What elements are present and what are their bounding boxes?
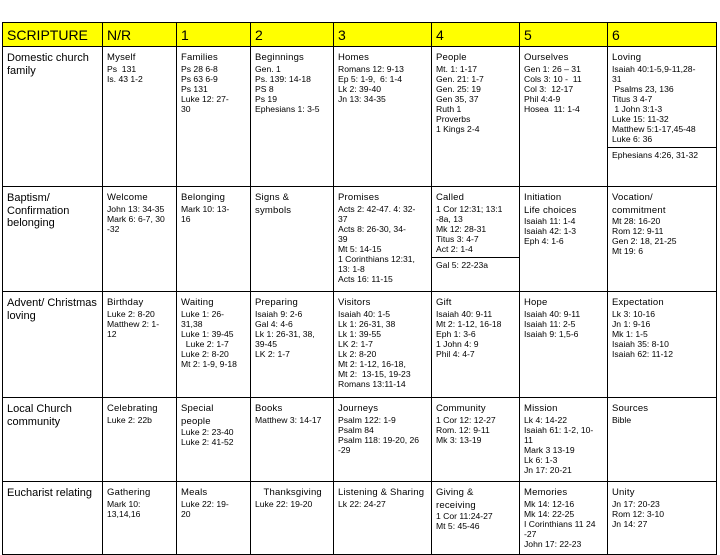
- cell-title: Hope: [524, 297, 548, 308]
- cell-references: [181, 499, 247, 519]
- reference-line: Mt 2: 1-12, 16-18: [436, 319, 502, 329]
- reference-line: Mark 10:: [107, 499, 141, 509]
- reference-line: Romans 13:11-14: [338, 379, 406, 389]
- cell-title: Gathering: [107, 487, 151, 498]
- reference-line: 20: [181, 509, 191, 519]
- cell-references: [255, 499, 330, 509]
- reference-line: Rom 12: 3-10: [612, 509, 665, 519]
- table-row: [3, 398, 717, 482]
- reference-line: Isaiah 61: 1-2, 10-: [524, 425, 594, 435]
- cell-title: Beginnings: [255, 52, 305, 63]
- reference-line: Luke 2: 22b: [107, 415, 152, 425]
- table-cell: [251, 398, 334, 482]
- reference-line: Isaiah 40: 1-5: [338, 309, 391, 319]
- cell-title: Memories: [524, 487, 568, 498]
- reference-line: Luke 6: 36: [612, 134, 653, 144]
- cell-title: Called: [436, 192, 465, 203]
- table-cell: [177, 482, 251, 555]
- reference-line: Ps 131: [181, 84, 208, 94]
- reference-line: Bible: [612, 415, 632, 425]
- reference-line: commitment: [612, 205, 666, 216]
- reference-line: Isaiah 40: 9-11: [524, 309, 581, 319]
- reference-line: -27: [524, 529, 537, 539]
- cell-title: Community: [436, 403, 486, 414]
- table-cell: [432, 47, 520, 187]
- table-cell: [103, 482, 177, 555]
- header-nr: N/R: [103, 23, 177, 47]
- reference-line: 13,14,16: [107, 509, 141, 519]
- cell-references: [255, 309, 330, 359]
- table-cell: [251, 187, 334, 292]
- reference-line: Gen. 21: 1-7: [436, 74, 484, 84]
- cell-title: Books: [255, 403, 283, 414]
- cell-references: [181, 416, 247, 447]
- cell-title: Giving &: [436, 487, 474, 498]
- reference-line: Lk 3: 10-16: [612, 309, 655, 319]
- reference-line: Gen 35, 37: [436, 94, 479, 104]
- scripture-table: [2, 22, 717, 555]
- reference-line: Mt 5: 45-46: [436, 521, 480, 531]
- table-cell: [103, 187, 177, 292]
- reference-line: Acts 2: 42-47. 4: 32-: [338, 204, 416, 214]
- reference-line: Isaiah 42: 1-3: [524, 226, 577, 236]
- reference-line: Psalm 118: 19-20, 26: [338, 435, 420, 445]
- table-cell: [177, 398, 251, 482]
- reference-line: Isaiah 11: 1-4: [524, 216, 576, 226]
- reference-line: Mt. 1: 1-17: [436, 64, 478, 74]
- reference-line: Psalm 122: 1-9: [338, 415, 396, 425]
- cell-title: Visitors: [338, 297, 371, 308]
- reference-line: 1 Cor 11:24-27: [436, 511, 493, 521]
- table-cell: [608, 482, 717, 555]
- table-row: [3, 187, 717, 292]
- cell-note: Gal 5: 22-23a: [432, 257, 519, 270]
- cell-references: [338, 309, 428, 389]
- reference-line: Isaiah 40:1-5,9-11,28-: [612, 64, 696, 74]
- cell-title: Ourselves: [524, 52, 569, 63]
- cell-references: [181, 309, 247, 369]
- row-theme: Advent/ Christmas loving: [3, 292, 103, 398]
- cell-title: Meals: [181, 487, 208, 498]
- reference-line: Mk 14: 22-25: [524, 509, 575, 519]
- cell-title: Expectation: [612, 297, 664, 308]
- table-cell: [520, 398, 608, 482]
- reference-line: Proverbs: [436, 114, 471, 124]
- table-cell: [608, 292, 717, 398]
- table-cell: [177, 47, 251, 187]
- cell-title: Welcome: [107, 192, 148, 203]
- reference-line: 37: [338, 214, 348, 224]
- reference-line: Lk 1: 26-31, 38: [338, 319, 396, 329]
- reference-line: Mk 1: 1-5: [612, 329, 648, 339]
- table-row: [3, 47, 717, 187]
- cell-references: [107, 309, 173, 339]
- reference-line: 39-45: [255, 339, 277, 349]
- reference-line: Ps. 139: 14-18: [255, 74, 311, 84]
- reference-line: Mark 3 13-19: [524, 445, 575, 455]
- reference-line: 31: [612, 74, 622, 84]
- cell-references: [338, 415, 428, 455]
- cell-references: [338, 64, 428, 104]
- reference-line: Jn 17: 20-21: [524, 465, 572, 475]
- reference-line: Mt 19: 6: [612, 246, 644, 256]
- reference-line: Mk 12: 28-31: [436, 224, 487, 234]
- reference-line: Luke 2: 1-7: [181, 339, 229, 349]
- cell-title: Belonging: [181, 192, 226, 203]
- reference-line: Isaiah 9: 2-6: [255, 309, 303, 319]
- cell-title: Listening & Sharing: [338, 487, 425, 498]
- table-cell: [334, 47, 432, 187]
- table-cell: [177, 292, 251, 398]
- cell-references: [436, 204, 516, 254]
- reference-line: LK 2: 1-7: [255, 349, 290, 359]
- reference-line: Eph 4: 1-6: [524, 236, 564, 246]
- reference-line: Life choices: [524, 205, 577, 216]
- reference-line: Mark 10: 13-: [181, 204, 230, 214]
- cell-references: [255, 205, 330, 216]
- cell-note: Ephesians 4:26, 31-32: [608, 147, 716, 160]
- table-cell: [177, 187, 251, 292]
- table-row: [3, 292, 717, 398]
- row-theme: Eucharist relating: [3, 482, 103, 555]
- reference-line: 13: 1-8: [338, 264, 365, 274]
- reference-line: Mt 5: 14-15: [338, 244, 382, 254]
- row-theme: Baptism/ Confirmation belonging: [3, 187, 103, 292]
- reference-line: 1 John 3:1-3: [612, 104, 663, 114]
- reference-line: 39: [338, 234, 348, 244]
- cell-references: [612, 499, 713, 529]
- reference-line: Luke 22: 19-20: [255, 499, 313, 509]
- reference-line: Ephesians 1: 3-5: [255, 104, 320, 114]
- reference-line: Isaiah 40: 9-11: [436, 309, 493, 319]
- reference-line: Ps 63 6-9: [181, 74, 218, 84]
- cell-title: Homes: [338, 52, 370, 63]
- reference-line: Jn 13: 34-35: [338, 94, 386, 104]
- cell-references: [338, 499, 428, 509]
- reference-line: 1 Cor 12:31; 13:1: [436, 204, 503, 214]
- reference-line: I Corinthians 11 24: [524, 519, 596, 529]
- cell-title: Journeys: [338, 403, 379, 414]
- table-cell: [103, 398, 177, 482]
- cell-title: Mission: [524, 403, 558, 414]
- reference-line: Lk 1: 39-55: [338, 329, 381, 339]
- cell-title: Families: [181, 52, 218, 63]
- cell-title: Signs &: [255, 192, 290, 203]
- reference-line: people: [181, 416, 211, 427]
- cell-title: Birthday: [107, 297, 144, 308]
- reference-line: Isaiah 9: 1,5-6: [524, 329, 579, 339]
- cell-references: [612, 64, 713, 144]
- cell-title: Waiting: [181, 297, 214, 308]
- cell-title: Special: [181, 403, 214, 414]
- cell-title: Promises: [338, 192, 380, 203]
- table-cell: [520, 292, 608, 398]
- table-cell: [608, 187, 717, 292]
- reference-line: Act 2: 1-4: [436, 244, 473, 254]
- reference-line: PS 8: [255, 84, 274, 94]
- table-cell: [432, 482, 520, 555]
- cell-references: [107, 204, 173, 234]
- reference-line: Rom. 12: 9-11: [436, 425, 490, 435]
- row-theme: Local Church community: [3, 398, 103, 482]
- reference-line: Titus 3: 4-7: [436, 234, 479, 244]
- reference-line: Luke 2: 23-40: [181, 427, 234, 437]
- reference-line: Cols 3: 10 - 11: [524, 74, 582, 84]
- reference-line: Phil 4: 4-7: [436, 349, 475, 359]
- reference-line: -32: [107, 224, 120, 234]
- reference-line: Matthew 2: 1-: [107, 319, 160, 329]
- reference-line: Romans 12: 9-13: [338, 64, 404, 74]
- reference-line: Isaiah 11: 2-5: [524, 319, 576, 329]
- reference-line: LK 2: 1-7: [338, 339, 373, 349]
- header-col-1: 1: [177, 23, 251, 47]
- cell-title: Myself: [107, 52, 136, 63]
- reference-line: Mt 2: 1-9, 9-18: [181, 359, 237, 369]
- cell-title: Gift: [436, 297, 452, 308]
- cell-references: [524, 64, 604, 114]
- reference-line: Psalm 84: [338, 425, 374, 435]
- cell-references: [524, 415, 604, 475]
- reference-line: Mt 2: 13-15, 19-23: [338, 369, 411, 379]
- cell-references: [107, 499, 173, 519]
- table-cell: [608, 398, 717, 482]
- row-theme: Domestic church family: [3, 47, 103, 187]
- reference-line: Mk 14: 12-16: [524, 499, 575, 509]
- table-cell: [334, 292, 432, 398]
- reference-line: Ps 131: [107, 64, 137, 74]
- reference-line: Luke 22: 19-: [181, 499, 229, 509]
- reference-line: -8a, 13: [436, 214, 463, 224]
- table-cell: [251, 292, 334, 398]
- table-cell: [432, 292, 520, 398]
- reference-line: Luke 2: 8-20: [107, 309, 155, 319]
- cell-title: People: [436, 52, 467, 63]
- reference-line: Acts 16: 11-15: [338, 274, 393, 284]
- table-cell: [520, 482, 608, 555]
- reference-line: Mk 3: 13-19: [436, 435, 482, 445]
- reference-line: Hosea 11: 1-4: [524, 104, 580, 114]
- cell-references: [612, 309, 713, 359]
- cell-references: [107, 415, 173, 425]
- reference-line: Luke 1: 39-45: [181, 329, 234, 339]
- cell-references: [436, 415, 516, 445]
- table-cell: [520, 187, 608, 292]
- reference-line: Lk 22: 24-27: [338, 499, 386, 509]
- reference-line: Is. 43 1-2: [107, 74, 143, 84]
- reference-line: Isaiah 62: 11-12: [612, 349, 673, 359]
- reference-line: Lk 6: 1-3: [524, 455, 558, 465]
- reference-line: 1 Cor 12: 12-27: [436, 415, 496, 425]
- header-col-6: 6: [608, 23, 717, 47]
- reference-line: Lk 2: 8-20: [338, 349, 377, 359]
- reference-line: Luke 2: 41-52: [181, 437, 234, 447]
- cell-title: Preparing: [255, 297, 298, 308]
- table-row: [3, 482, 717, 555]
- table-cell: [520, 47, 608, 187]
- reference-line: Luke 12: 27-: [181, 94, 229, 104]
- table-cell: [608, 47, 717, 187]
- reference-line: Ep 5: 1-9, 6: 1-4: [338, 74, 403, 84]
- cell-references: [436, 64, 516, 134]
- reference-line: Lk 1: 26-31, 38,: [255, 329, 315, 339]
- reference-line: Lk 2: 39-40: [338, 84, 381, 94]
- cell-title: Initiation: [524, 192, 562, 203]
- reference-line: Gen 2: 18, 21-25: [612, 236, 677, 246]
- cell-title: Vocation/: [612, 192, 653, 203]
- reference-line: Gal 4: 4-6: [255, 319, 293, 329]
- reference-line: Ps 28 6-8: [181, 64, 218, 74]
- reference-line: Jn 1: 9-16: [612, 319, 651, 329]
- table-cell: [432, 398, 520, 482]
- cell-references: [524, 309, 604, 339]
- table-cell: [334, 398, 432, 482]
- reference-line: Ps 19: [255, 94, 277, 104]
- cell-title: Unity: [612, 487, 635, 498]
- reference-line: Luke 15: 11-32: [612, 114, 669, 124]
- header-scripture: SCRIPTURE: [3, 23, 103, 47]
- reference-line: 16: [181, 214, 191, 224]
- reference-line: 30: [181, 104, 191, 114]
- header-col-5: 5: [520, 23, 608, 47]
- cell-references: [255, 415, 330, 425]
- cell-references: [524, 205, 604, 246]
- reference-line: 1 Corinthians 12:31,: [338, 254, 415, 264]
- reference-line: receiving: [436, 500, 476, 511]
- reference-line: Jn 14: 27: [612, 519, 648, 529]
- table-cell: [432, 187, 520, 292]
- header-col-4: 4: [432, 23, 520, 47]
- reference-line: Titus 3 4-7: [612, 94, 653, 104]
- reference-line: Rom 12: 9-11: [612, 226, 664, 236]
- reference-line: symbols: [255, 205, 292, 216]
- reference-line: Gen. 25: 19: [436, 84, 481, 94]
- cell-references: [255, 64, 330, 114]
- reference-line: Matthew 5:1-17,45-48: [612, 124, 696, 134]
- reference-line: John 13: 34-35: [107, 204, 165, 214]
- reference-line: 31,38: [181, 319, 203, 329]
- table-cell: [103, 292, 177, 398]
- cell-references: [181, 204, 247, 224]
- reference-line: Luke 1: 26-: [181, 309, 224, 319]
- reference-line: John 17: 22-23: [524, 539, 582, 549]
- table-cell: [334, 187, 432, 292]
- cell-references: [524, 499, 604, 549]
- cell-references: [436, 309, 516, 359]
- cell-references: [338, 204, 428, 284]
- cell-references: [436, 500, 516, 531]
- reference-line: Ruth 1: [436, 104, 462, 114]
- reference-line: Mt 2: 1-12, 16-18,: [338, 359, 406, 369]
- cell-references: [612, 205, 713, 256]
- reference-line: 12: [107, 329, 117, 339]
- reference-line: Gen 1: 26 – 31: [524, 64, 581, 74]
- reference-line: 1 John 4: 9: [436, 339, 479, 349]
- reference-line: Eph 1: 3-6: [436, 329, 476, 339]
- reference-line: 1 Kings 2-4: [436, 124, 480, 134]
- header-col-2: 2: [251, 23, 334, 47]
- cell-references: [612, 415, 713, 425]
- reference-line: Luke 2: 8-20: [181, 349, 229, 359]
- cell-references: [181, 64, 247, 114]
- table-cell: [251, 482, 334, 555]
- header-row: [3, 23, 717, 47]
- cell-title: Celebrating: [107, 403, 158, 414]
- reference-line: 11: [524, 435, 533, 445]
- reference-line: Jn 17: 20-23: [612, 499, 660, 509]
- reference-line: Gen. 1: [255, 64, 281, 74]
- cell-references: [107, 64, 173, 84]
- table-cell: [103, 47, 177, 187]
- reference-line: Acts 8: 26-30, 34-: [338, 224, 406, 234]
- reference-line: Mt 28: 16-20: [612, 216, 661, 226]
- reference-line: Isaiah 35: 8-10: [612, 339, 669, 349]
- cell-title: Sources: [612, 403, 649, 414]
- cell-title: Thanksgiving: [255, 487, 322, 498]
- reference-line: Col 3: 12-17: [524, 84, 574, 94]
- reference-line: Mark 6: 6-7, 30: [107, 214, 165, 224]
- reference-line: Lk 4: 14-22: [524, 415, 567, 425]
- reference-line: Matthew 3: 14-17: [255, 415, 322, 425]
- cell-title: Loving: [612, 52, 642, 63]
- reference-line: Phil 4:4-9: [524, 94, 561, 104]
- reference-line: -29: [338, 445, 351, 455]
- table-cell: [251, 47, 334, 187]
- header-col-3: 3: [334, 23, 432, 47]
- table-cell: [334, 482, 432, 555]
- reference-line: Psalms 23, 136: [612, 84, 674, 94]
